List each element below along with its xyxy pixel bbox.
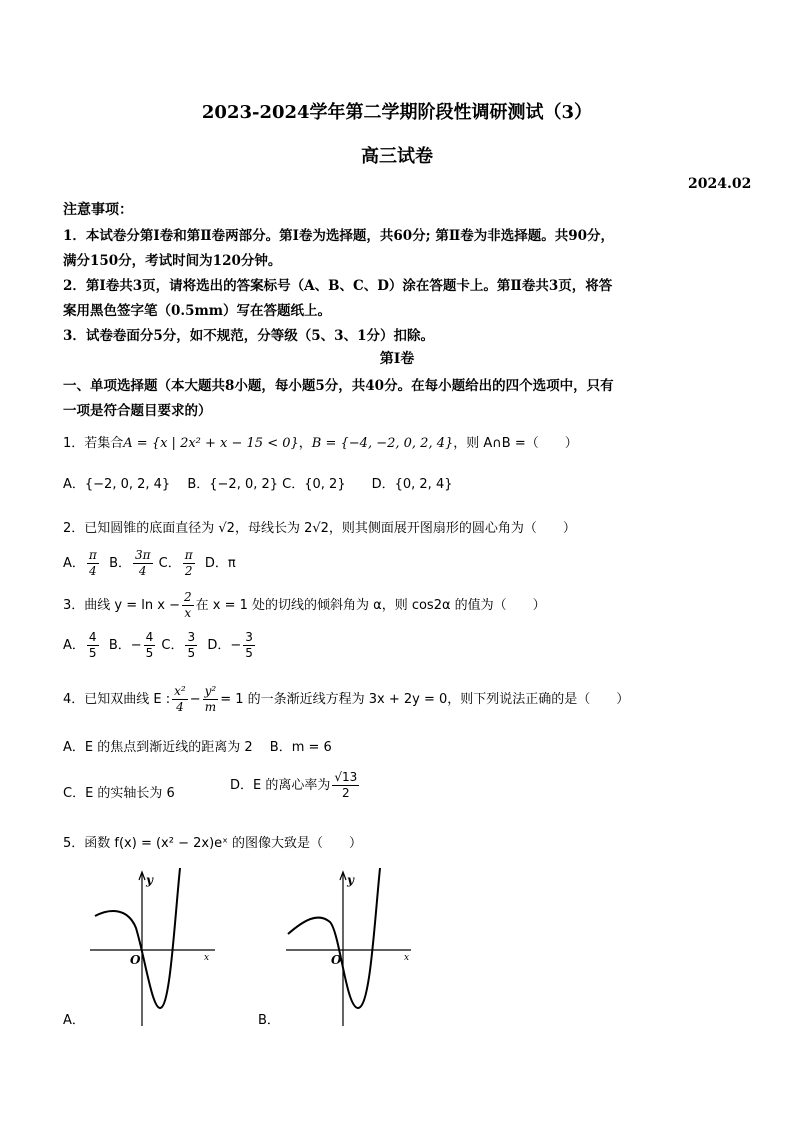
q4-opt-d-label: D．E 的离心率为 [230, 778, 331, 793]
q3-opt-d-den: 5 [245, 646, 253, 660]
question-4-option-d [230, 770, 361, 801]
q3-opt-c-den: 5 [187, 646, 196, 660]
q3-opt-a-frac [87, 630, 99, 661]
q3-opt-c-frac [185, 630, 197, 661]
section-heading-line-2: 一项是符合题目要求的） [63, 403, 212, 419]
graph-a [90, 868, 220, 1028]
q2-opt-c-num: π [184, 548, 193, 562]
q4-prefix: 4．已知双曲线 E : [63, 692, 171, 707]
question-1-options: A．{−2, 0, 2, 4} B．{−2, 0, 2} C．{0, 2} D．{0, 2, 4} [63, 477, 453, 492]
q3-opt-d-frac [243, 630, 255, 661]
exam-subtitle: 高三试卷 [361, 146, 433, 167]
q2-opt-a-den: 4 [89, 564, 97, 578]
q3-opt-a-label: A． [63, 638, 85, 653]
q4-opt-d-den: 2 [342, 786, 350, 800]
note-2-line-2: 案用黑色签字笔（0.5mm）写在答题纸上。 [63, 303, 332, 319]
q3-opt-b-num: 4 [145, 630, 154, 644]
q2-opt-b-num: 3π [134, 548, 151, 562]
q3-opt-c-label: C． [161, 638, 184, 653]
q4-frac-2-den: m [204, 700, 217, 714]
graph-b-x-label: x [404, 953, 410, 963]
exam-date: 2024.02 [688, 176, 752, 192]
q3-opt-c-num: 3 [187, 630, 196, 644]
note-1-line-1: 1．本试卷分第Ⅰ卷和第Ⅱ卷两部分。第Ⅰ卷为选择题，共60分; 第Ⅱ卷为非选择题。共90分， [63, 228, 615, 244]
exam-title: 2023-2024学年第二学期阶段性调研测试（3） [201, 102, 593, 123]
q2-opt-b-frac [133, 548, 153, 579]
graph-a-y-label: y [146, 873, 153, 887]
q2-opt-a-num: π [88, 548, 97, 562]
question-2-options [63, 548, 236, 579]
notes-heading: 注意事项： [63, 202, 133, 218]
q3-frac-den: x [184, 606, 192, 620]
q3-frac [182, 590, 194, 621]
q1-suffix: ，则 A∩B =（ ） [453, 436, 578, 451]
question-2-stem: 2．已知圆锥的底面直径为 √2，母线长为 2√2，则其侧面展开图扇形的圆心角为（ ） [63, 521, 576, 536]
q4-suffix: = 1 的一条渐近线方程为 3x + 2y = 0，则下列说法正确的是（ ） [220, 692, 630, 707]
q2-opt-c-den: 2 [184, 564, 193, 578]
graph-a-label: A． [63, 1013, 85, 1028]
q2-opt-a-frac [87, 548, 99, 579]
question-4-option-c: C．E 的实轴长为 6 [63, 786, 175, 801]
q4-frac-1-den: 4 [176, 700, 184, 714]
note-1-line-2: 满分150分，考试时间为120分钟。 [63, 253, 282, 269]
question-3-stem [63, 590, 546, 621]
q4-frac-1-num: x² [174, 684, 186, 698]
graph-b-origin: O [331, 953, 342, 967]
q1-set-a: A = {x | 2x² + x − 15 < 0} [123, 436, 299, 451]
q3-opt-b-label: B．− [108, 638, 142, 653]
q3-opt-b-frac [144, 630, 156, 661]
section-heading-line-1: 一、单项选择题（本大题共8小题，每小题5分，共40分。在每小题给出的四个选项中，只有 [63, 378, 614, 394]
question-5-stem: 5．函数 f(x) = (x² − 2x)eˣ 的图像大致是（ ） [63, 836, 363, 851]
question-4-stem [63, 684, 629, 715]
q1-set-b: B = {−4, −2, 0, 2, 4} [311, 436, 454, 451]
question-4-options-ab: A．E 的焦点到渐近线的距离为 2 B．m = 6 [63, 740, 332, 755]
q2-opt-b-den: 4 [138, 564, 147, 578]
q4-frac-1 [172, 684, 188, 715]
q1-prefix: 1．若集合 [63, 436, 124, 451]
q4-opt-d-frac [332, 770, 359, 801]
q4-minus: − [189, 692, 201, 707]
q2-opt-a-label: A． [63, 556, 85, 571]
graph-a-x-label: x [204, 953, 210, 963]
q3-opt-d-label: D．− [207, 638, 242, 653]
graph-b-curve [288, 868, 380, 1008]
q3-opt-a-den: 5 [88, 646, 97, 660]
graph-b-y-label: y [347, 873, 354, 887]
note-2-line-1: 2．第Ⅰ卷共3页，请将选出的答案标号（A、B、C、D）涂在答题卡上。第Ⅱ卷共3页，将答 [63, 278, 613, 294]
q3-opt-d-num: 3 [245, 630, 253, 644]
q3-opt-b-den: 5 [145, 646, 154, 660]
note-3: 3．试卷卷面分5分，如不规范，分等级（5、3、1分）扣除。 [63, 328, 434, 344]
q4-opt-d-num: √13 [334, 770, 358, 784]
graph-a-origin: O [130, 953, 141, 967]
graph-b [286, 868, 416, 1028]
q4-frac-2 [203, 684, 219, 715]
q2-opt-b-label: B． [109, 556, 131, 571]
q3-frac-num: 2 [183, 590, 192, 604]
question-3-options [63, 630, 257, 661]
q2-opt-c-label: C． [158, 556, 181, 571]
graph-a-curve [95, 868, 180, 1008]
question-1-stem: 1．若集合A = {x | 2x² + x − 15 < 0}，B = {−4, −2, 0, 2, 4}，则 A∩B =（ ） [63, 436, 578, 451]
q3-opt-a-num: 4 [88, 630, 97, 644]
q4-frac-2-num: y² [204, 684, 217, 698]
q2-opt-d: D．π [204, 556, 236, 571]
q3-suffix: 在 x = 1 处的切线的倾斜角为 α，则 cos2α 的值为（ ） [195, 598, 546, 613]
graph-b-label: B． [258, 1013, 280, 1028]
q3-prefix: 3．曲线 y = ln x − [63, 598, 180, 613]
q2-opt-c-frac [183, 548, 195, 579]
part-heading: 第Ⅰ卷 [379, 351, 415, 367]
